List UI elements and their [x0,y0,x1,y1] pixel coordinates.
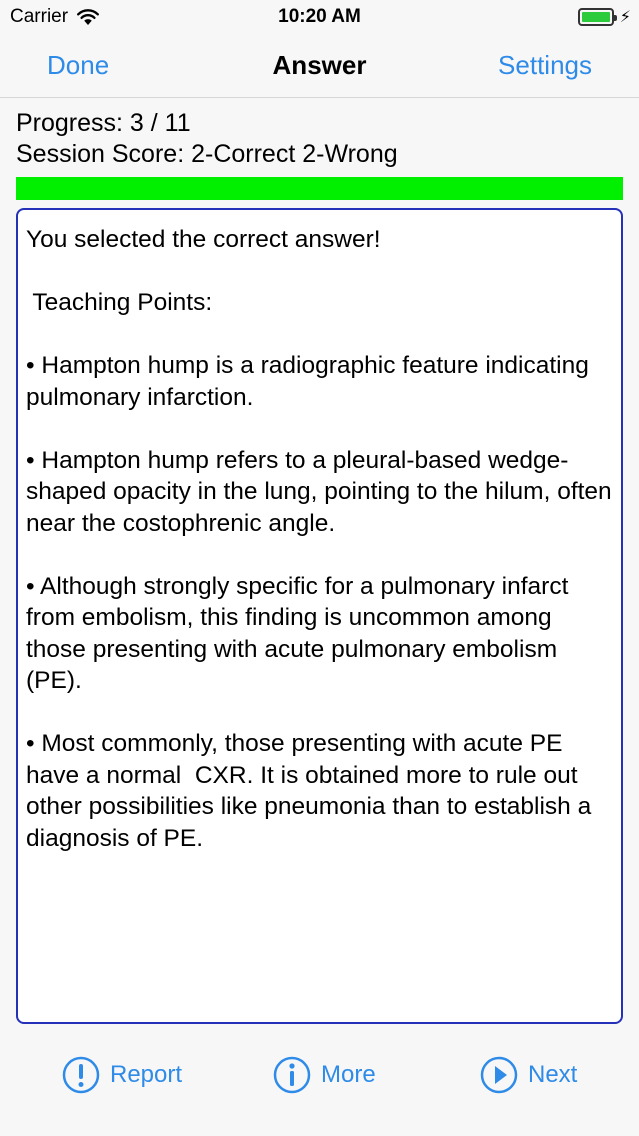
progress-label: Progress: 3 / 11 [16,109,191,137]
progress-bar-fill [16,177,623,200]
report-button[interactable] [62,1056,182,1094]
progress-bar [16,177,623,200]
teaching-points-heading: Teaching Points: [26,289,213,316]
status-bar [0,0,639,34]
carrier-label: Carrier [10,6,69,27]
bottom-toolbar [0,1050,639,1106]
play-circle-icon [480,1056,518,1094]
page-title: Answer [272,50,367,80]
progress-info [16,108,398,170]
teaching-point: • Although strongly specific for a pulmonary infarct from embolism, this finding is uncommon among those presenting with acute pulmonary embolism (PE). [26,572,569,694]
teaching-point: • Hampton hump is a radiographic feature indicating pulmonary infarction. [26,352,589,411]
report-label: Report [110,1061,183,1088]
session-score-label: Session Score: 2-Correct 2-Wrong [16,140,398,168]
exclamation-circle-icon [62,1056,100,1094]
status-time: 10:20 AM [278,6,361,27]
teaching-point: • Hampton hump refers to a pleural-based wedge-shaped opacity in the lung, pointing to the hilum, often near the costophrenic angle. [26,446,612,537]
settings-button[interactable]: Settings [498,50,592,80]
status-right [578,7,631,27]
info-circle-icon [273,1056,311,1094]
more-label: More [321,1061,376,1088]
done-button[interactable]: Done [47,50,110,80]
next-label: Next [528,1061,578,1088]
next-button[interactable] [480,1056,577,1094]
result-message: You selected the correct answer! [26,226,381,253]
navigation-bar [0,34,639,98]
more-button[interactable] [273,1056,376,1094]
battery-icon [578,8,614,26]
charging-bolt-icon: ⚡ [619,9,631,26]
teaching-point: • Most commonly, those presenting with acute PE have a normal CXR. It is obtained more to rule out other possibilities like pneumonia than to establish a diagnosis of PE. [26,730,599,852]
answer-text-view[interactable] [16,208,623,1024]
